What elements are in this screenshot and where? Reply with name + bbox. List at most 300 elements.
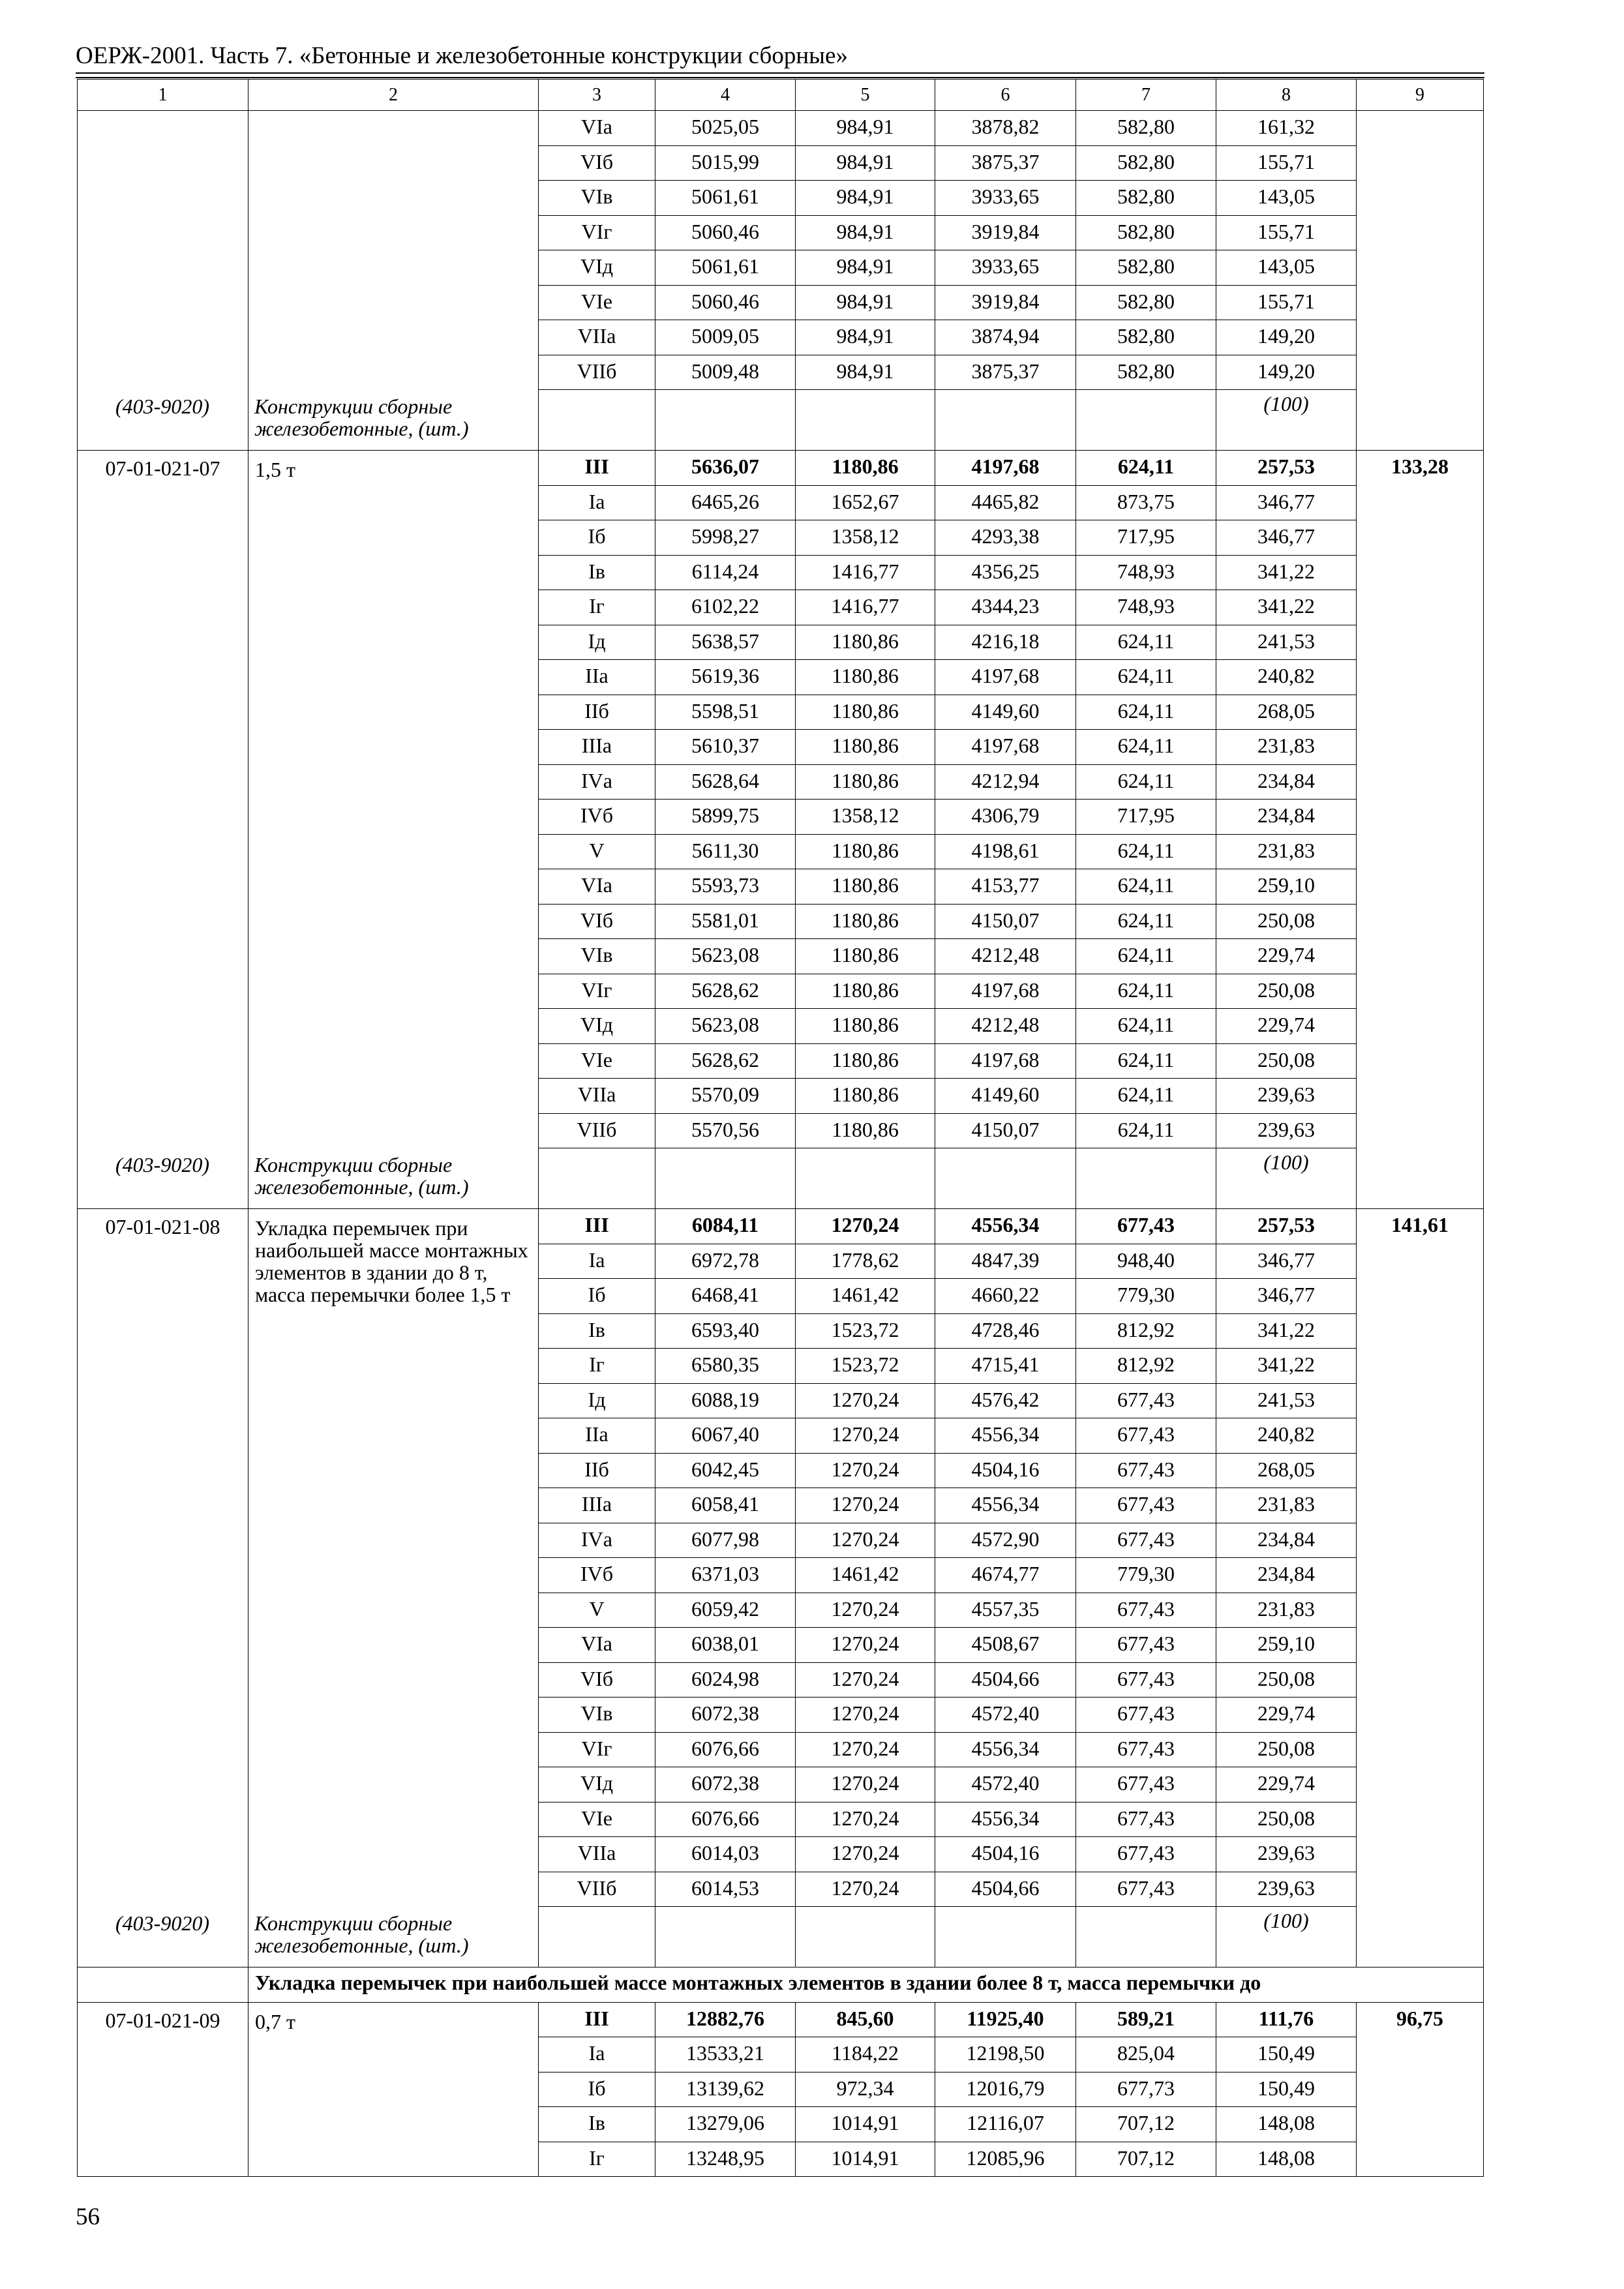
zone-code: VIв [539,939,655,974]
price-value: 341,22 [1216,1313,1357,1349]
resource-code: (403-9020) [115,1152,209,1176]
price-value: 1270,24 [796,1523,935,1558]
price-value: 582,80 [1076,320,1216,355]
empty-cell [655,1907,796,1967]
price-value: 677,43 [1076,1453,1216,1488]
price-value: 582,80 [1076,250,1216,286]
price-value: 707,12 [1076,2107,1216,2142]
price-value: 13248,95 [655,2142,796,2177]
price-value: 6076,66 [655,1732,796,1767]
price-value: 812,92 [1076,1313,1216,1349]
price-value: 4212,48 [935,1009,1076,1044]
price-value: 4674,77 [935,1558,1076,1593]
price-value: 4344,23 [935,590,1076,625]
price-value: 5009,48 [655,355,796,390]
price-value: 111,76 [1216,2002,1357,2037]
price-value: 1270,24 [796,1488,935,1523]
price-value: 5636,07 [655,451,796,486]
zone-code: VIб [539,1662,655,1698]
price-value: 677,43 [1076,1662,1216,1698]
price-value: 3875,37 [935,145,1076,181]
price-value: 677,43 [1076,1872,1216,1907]
price-value: 3919,84 [935,285,1076,320]
zone-code: VIIа [539,320,655,355]
price-value: 229,74 [1216,1767,1357,1803]
price-value: 984,91 [796,145,935,181]
empty-cell [935,1148,1076,1209]
price-value: 4572,40 [935,1698,1076,1733]
price-value: 150,49 [1216,2072,1357,2107]
section-heading: Укладка перемычек при наибольшей массе монтажных элементов в здании более 8 т, масса перемычки до [248,1967,1484,2003]
price-value: 268,05 [1216,1453,1357,1488]
price-value: 161,32 [1216,111,1357,146]
zone-code: IIа [539,1418,655,1454]
zone-code: VIа [539,1628,655,1663]
price-value: 748,93 [1076,555,1216,590]
price-value: 250,08 [1216,1043,1357,1079]
total-value: 141,61 [1357,1209,1484,1967]
price-value: 240,82 [1216,1418,1357,1454]
price-value: 717,95 [1076,800,1216,835]
total-value: 96,75 [1357,2002,1484,2177]
price-value: 812,92 [1076,1349,1216,1384]
price-value: 155,71 [1216,145,1357,181]
price-value: 825,04 [1076,2037,1216,2072]
price-value: 624,11 [1076,451,1216,486]
table-row [78,2002,1484,2037]
price-value: 1180,86 [796,1113,935,1148]
price-value: 948,40 [1076,1244,1216,1279]
empty-cell [539,1148,655,1209]
price-value: 624,11 [1076,974,1216,1009]
zone-code: Iг [539,590,655,625]
price-value: 241,53 [1216,1383,1357,1418]
price-value: 13279,06 [655,2107,796,2142]
zone-code: VIе [539,285,655,320]
price-value: 143,05 [1216,250,1357,286]
price-value: 1014,91 [796,2107,935,2142]
price-value: 1180,86 [796,695,935,730]
price-value: 4572,90 [935,1523,1076,1558]
resource-label: Конструкции сборные железобетонные, (шт.) [254,1152,469,1199]
price-value: 624,11 [1076,695,1216,730]
zone-code: IIа [539,660,655,695]
price-value: 250,08 [1216,1732,1357,1767]
zone-code: Iв [539,555,655,590]
price-value: 234,84 [1216,1558,1357,1593]
empty-cell [655,1148,796,1209]
price-value: 748,93 [1076,590,1216,625]
price-value: 5628,62 [655,974,796,1009]
rate-description [248,451,539,1209]
zone-code: IIIа [539,730,655,765]
empty-cell [1076,390,1216,451]
price-value: 1270,24 [796,1628,935,1663]
description-text: 1,5 т [255,458,295,481]
price-value: 1180,86 [796,1009,935,1044]
price-value: 4212,94 [935,764,1076,800]
price-value: 677,43 [1076,1383,1216,1418]
price-value: 779,30 [1076,1279,1216,1314]
price-value: 6593,40 [655,1313,796,1349]
price-value: 5060,46 [655,285,796,320]
price-value: 148,08 [1216,2107,1357,2142]
resource-code: (403-9020) [115,394,209,418]
price-value: 624,11 [1076,904,1216,939]
price-value: 624,11 [1076,625,1216,660]
price-value: 582,80 [1076,355,1216,390]
price-value: 1270,24 [796,1593,935,1628]
price-value: 11925,40 [935,2002,1076,2037]
price-value: 1523,72 [796,1349,935,1384]
price-value: 1270,24 [796,1209,935,1244]
column-header: 8 [1216,80,1357,111]
price-value: 3933,65 [935,250,1076,286]
price-value: 984,91 [796,320,935,355]
empty-cell [539,390,655,451]
price-value: 149,20 [1216,355,1357,390]
price-value: 984,91 [796,355,935,390]
price-value: 1180,86 [796,974,935,1009]
column-header: 4 [655,80,796,111]
price-value: 677,43 [1076,1628,1216,1663]
price-value: 1014,91 [796,2142,935,2177]
column-header: 2 [248,80,539,111]
price-value: 4556,34 [935,1488,1076,1523]
price-value: 12085,96 [935,2142,1076,2177]
price-value: 250,08 [1216,1802,1357,1837]
price-value: 1523,72 [796,1313,935,1349]
price-value: 6058,41 [655,1488,796,1523]
price-value: 155,71 [1216,285,1357,320]
price-value: 234,84 [1216,764,1357,800]
price-value: 5998,27 [655,520,796,556]
price-value: 12882,76 [655,2002,796,2037]
price-value: 4728,46 [935,1313,1076,1349]
price-value: 5015,99 [655,145,796,181]
price-value: 5611,30 [655,834,796,869]
price-value: 341,22 [1216,555,1357,590]
empty-cell [1076,1148,1216,1209]
price-value: 1270,24 [796,1802,935,1837]
empty-cell [655,390,796,451]
zone-code: VIд [539,1767,655,1803]
price-value: 1180,86 [796,451,935,486]
price-value: 873,75 [1076,485,1216,520]
price-value: 4153,77 [935,869,1076,905]
column-header: 3 [539,80,655,111]
price-value: 1180,86 [796,625,935,660]
price-value: 240,82 [1216,660,1357,695]
section-heading-row [78,1967,1484,2003]
zone-code: IVа [539,764,655,800]
zone-code: VIв [539,1698,655,1733]
price-value: 4306,79 [935,800,1076,835]
price-value: 582,80 [1076,285,1216,320]
total-value: 133,28 [1357,451,1484,1209]
zone-code: VIб [539,904,655,939]
price-value: 6580,35 [655,1349,796,1384]
price-value: 779,30 [1076,1558,1216,1593]
description-text: Укладка перемычек при наибольшей массе монтажных элементов в здании до 8 т, масса перемычки более 1,5 т [255,1216,528,1306]
header-rule [76,77,1484,78]
price-value: 12116,07 [935,2107,1076,2142]
zone-code: VIIа [539,1079,655,1114]
price-value: 250,08 [1216,904,1357,939]
price-value: 1180,86 [796,904,935,939]
zone-code: Iв [539,2107,655,2142]
price-value: 3919,84 [935,215,1076,250]
price-value: 1778,62 [796,1244,935,1279]
price-value: 12198,50 [935,2037,1076,2072]
zone-code: IVб [539,800,655,835]
price-value: 1358,12 [796,520,935,556]
price-value: 1180,86 [796,660,935,695]
price-value: 677,43 [1076,1209,1216,1244]
zone-code: VIIа [539,1837,655,1872]
price-value: 234,84 [1216,800,1357,835]
price-value: 624,11 [1076,939,1216,974]
price-value: 6042,45 [655,1453,796,1488]
price-value: 257,53 [1216,1209,1357,1244]
price-value: 3874,94 [935,320,1076,355]
price-value: 677,43 [1076,1418,1216,1454]
price-value: 6014,53 [655,1872,796,1907]
price-value: 231,83 [1216,1593,1357,1628]
price-value: 239,63 [1216,1113,1357,1148]
price-value: 5638,57 [655,625,796,660]
price-value: 4149,60 [935,695,1076,730]
price-value: 717,95 [1076,520,1216,556]
price-value: 229,74 [1216,1009,1357,1044]
zone-code: Iа [539,1244,655,1279]
price-value: 6084,11 [655,1209,796,1244]
zone-code: IVа [539,1523,655,1558]
price-value: 1270,24 [796,1837,935,1872]
price-value: 677,43 [1076,1523,1216,1558]
price-value: 1180,86 [796,1043,935,1079]
price-value: 4576,42 [935,1383,1076,1418]
price-value: 4556,34 [935,1732,1076,1767]
header-rule [76,72,1484,74]
resource-label: Конструкции сборные железобетонные, (шт.) [254,394,469,440]
price-value: 984,91 [796,285,935,320]
price-value: 5598,51 [655,695,796,730]
price-value: 346,77 [1216,1244,1357,1279]
price-value: 4504,16 [935,1837,1076,1872]
price-value: 5570,56 [655,1113,796,1148]
price-value: 346,77 [1216,485,1357,520]
price-value: 1270,24 [796,1872,935,1907]
price-value: 5593,73 [655,869,796,905]
price-value: 624,11 [1076,1079,1216,1114]
zone-code: Iг [539,2142,655,2177]
price-value: 1270,24 [796,1698,935,1733]
price-value: 1461,42 [796,1558,935,1593]
zone-code: Iд [539,1383,655,1418]
price-value: 582,80 [1076,181,1216,216]
price-value: 1461,42 [796,1279,935,1314]
price-value: 6088,19 [655,1383,796,1418]
zone-code: Iб [539,2072,655,2107]
material-qty: (100) [1216,1907,1357,1967]
price-value: 624,11 [1076,660,1216,695]
price-value: 1270,24 [796,1453,935,1488]
price-value: 582,80 [1076,145,1216,181]
price-value: 4197,68 [935,1043,1076,1079]
zone-code: VIа [539,111,655,146]
zone-code: Iа [539,2037,655,2072]
zone-code: Iб [539,1279,655,1314]
price-value: 6076,66 [655,1802,796,1837]
zone-code: III [539,451,655,486]
price-value: 5060,46 [655,215,796,250]
price-value: 250,08 [1216,974,1357,1009]
price-value: 4150,07 [935,904,1076,939]
empty-cell [796,390,935,451]
price-value: 4197,68 [935,730,1076,765]
price-value: 624,11 [1076,869,1216,905]
price-value: 1358,12 [796,800,935,835]
price-value: 624,11 [1076,764,1216,800]
price-value: 5619,36 [655,660,796,695]
resource-code: (403-9020) [115,1911,209,1935]
price-value: 5009,05 [655,320,796,355]
price-table [77,79,1484,2177]
price-value: 5628,62 [655,1043,796,1079]
total-value [1357,111,1484,451]
price-value: 677,43 [1076,1767,1216,1803]
zone-code: VIв [539,181,655,216]
zone-code: V [539,1593,655,1628]
price-value: 5025,05 [655,111,796,146]
price-value: 3878,82 [935,111,1076,146]
price-value: 677,43 [1076,1732,1216,1767]
price-value: 6468,41 [655,1279,796,1314]
price-value: 4847,39 [935,1244,1076,1279]
price-value: 1270,24 [796,1383,935,1418]
price-value: 4356,25 [935,555,1076,590]
price-value: 4504,66 [935,1872,1076,1907]
price-value: 677,43 [1076,1488,1216,1523]
price-value: 624,11 [1076,834,1216,869]
price-value: 4572,40 [935,1767,1076,1803]
zone-code: V [539,834,655,869]
zone-code: III [539,2002,655,2037]
price-value: 4715,41 [935,1349,1076,1384]
zone-code: VIг [539,1732,655,1767]
zone-code: IIб [539,695,655,730]
zone-code: VIа [539,869,655,905]
price-value: 1652,67 [796,485,935,520]
zone-code: III [539,1209,655,1244]
price-value: 5628,64 [655,764,796,800]
zone-code: VIIб [539,1113,655,1148]
price-value: 6102,22 [655,590,796,625]
rate-code: 07-01-021-07 [78,451,248,1209]
price-value: 5570,09 [655,1079,796,1114]
price-value: 5610,37 [655,730,796,765]
price-value: 143,05 [1216,181,1357,216]
price-value: 5623,08 [655,1009,796,1044]
price-value: 1180,86 [796,869,935,905]
price-value: 624,11 [1076,1009,1216,1044]
price-value: 4216,18 [935,625,1076,660]
price-value: 4465,82 [935,485,1076,520]
zone-code: IVб [539,1558,655,1593]
price-value: 1416,77 [796,555,935,590]
price-value: 6059,42 [655,1593,796,1628]
zone-code: VIе [539,1043,655,1079]
empty-cell [796,1907,935,1967]
zone-code: VIб [539,145,655,181]
price-value: 259,10 [1216,1628,1357,1663]
zone-code: Iб [539,520,655,556]
price-value: 4212,48 [935,939,1076,974]
price-value: 341,22 [1216,590,1357,625]
price-value: 984,91 [796,250,935,286]
price-value: 677,73 [1076,2072,1216,2107]
price-value: 4556,34 [935,1209,1076,1244]
price-value: 4197,68 [935,974,1076,1009]
column-header: 9 [1357,80,1484,111]
empty-cell [935,1907,1076,1967]
rate-code: 07-01-021-09 [78,2002,248,2177]
price-value: 1180,86 [796,834,935,869]
price-value: 4557,35 [935,1593,1076,1628]
zone-code: Iа [539,485,655,520]
price-value: 346,77 [1216,1279,1357,1314]
price-value: 624,11 [1076,730,1216,765]
zone-code: VIг [539,974,655,1009]
price-value: 624,11 [1076,1043,1216,1079]
price-value: 1180,86 [796,730,935,765]
price-value: 229,74 [1216,1698,1357,1733]
empty-cell [1076,1907,1216,1967]
price-value: 3875,37 [935,355,1076,390]
price-value: 1270,24 [796,1732,935,1767]
price-value: 582,80 [1076,215,1216,250]
price-value: 4660,22 [935,1279,1076,1314]
description-text: 0,7 т [255,2009,295,2033]
page-number: 56 [76,2204,100,2230]
price-value: 346,77 [1216,520,1357,556]
zone-code: VIе [539,1802,655,1837]
document-header: ОЕРЖ-2001. Часть 7. «Бетонные и железобетонные конструкции сборные» [76,42,848,69]
price-value: 5623,08 [655,939,796,974]
price-value: 6114,24 [655,555,796,590]
price-value: 155,71 [1216,215,1357,250]
material-qty: (100) [1216,390,1357,451]
price-value: 589,21 [1076,2002,1216,2037]
price-value: 239,63 [1216,1872,1357,1907]
price-value: 1270,24 [796,1662,935,1698]
price-value: 677,43 [1076,1593,1216,1628]
zone-code: Iв [539,1313,655,1349]
price-value: 6038,01 [655,1628,796,1663]
price-value: 231,83 [1216,1488,1357,1523]
column-header: 1 [78,80,248,111]
price-value: 6072,38 [655,1698,796,1733]
price-value: 1270,24 [796,1418,935,1454]
price-value: 239,63 [1216,1079,1357,1114]
price-value: 4150,07 [935,1113,1076,1148]
zone-code: Iг [539,1349,655,1384]
rate-description [248,2002,539,2177]
price-value: 12016,79 [935,2072,1076,2107]
resource-label: Конструкции сборные железобетонные, (шт.) [254,1911,469,1957]
price-value: 707,12 [1076,2142,1216,2177]
